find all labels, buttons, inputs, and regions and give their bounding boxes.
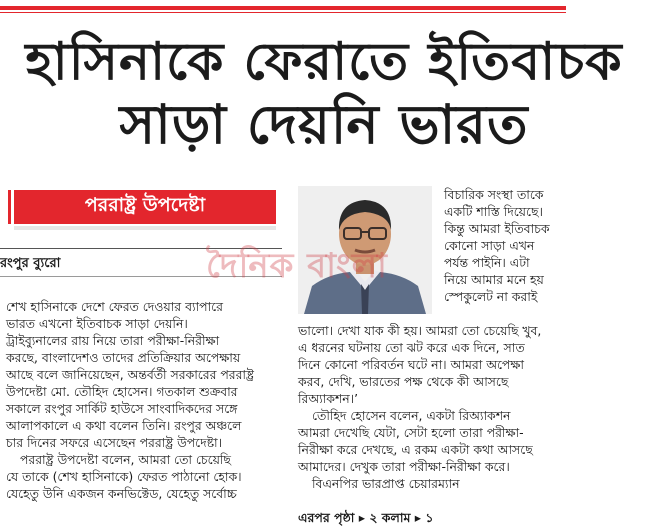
text-line: রিঅ্যাকশন।’: [298, 391, 359, 406]
headline-line-2: সাড়া দেয়নি ভারত: [119, 93, 529, 156]
kicker-label: পররাষ্ট্র উপদেষ্টা: [84, 194, 206, 216]
text-line: আছে বলে জানিয়েছেন, অন্তর্বর্তী সরকারের পররাষ্ট্র: [6, 367, 254, 382]
text-line: করব, দেখি, ভারতের পক্ষ থেকে কী আসছে: [298, 374, 509, 389]
top-rule-thin: [0, 12, 566, 13]
text-line: চার দিনের সফরে এসেছেন পররাষ্ট্র উপদেষ্টা।: [6, 435, 223, 450]
text-line: করছে, বাংলাদেশও তাদের প্রতিক্রিয়ার অপেক্ষায়: [6, 350, 241, 365]
kicker-banner: [14, 190, 276, 224]
kicker-underline: [14, 226, 276, 230]
text-line: যে তাকে (শেখ হাসিনাকে) ফেরত পাঠানো হোক।: [6, 469, 242, 484]
text-line: বিএনপির ভারপ্রাপ্ত চেয়ারম্যান: [312, 476, 460, 491]
text-line: স্পেকুলেট না করাই: [444, 289, 538, 304]
top-rule: [0, 6, 566, 10]
right-column-text: [298, 322, 566, 492]
text-line: তৌহিদ হোসেন বলেন, একটা রিঅ্যাকশন: [312, 408, 511, 423]
continuation-note: এরপর পৃষ্ঠা ▸ ২ কলাম ▸ ১: [298, 510, 434, 525]
text-line: ভারত এখনো ইতিবাচক সাড়া দেয়নি।: [6, 316, 188, 331]
text-line: পর্যন্ত পাইনি। এটা: [444, 255, 530, 270]
left-column-text: [6, 298, 278, 502]
text-line: সকালে রংপুর সার্কিট হাউসে সাংবাদিকদের সঙ্গে: [6, 401, 238, 416]
text-line: দিনে কোনো পরিবর্তন ঘটে না। আমরা অপেক্ষা: [298, 357, 524, 372]
text-line: নিয়ে আমার মনে হয়: [444, 272, 544, 287]
text-line: আমরা দেখেছি যেটা, সেটা হলো তারা পরীক্ষা-: [298, 425, 524, 440]
headline-line-1: হাসিনাকে ফেরাতে ইতিবাচক: [25, 32, 623, 92]
text-line: উপদেষ্টা মো. তৌহিদ হোসেন। গতকাল শুক্রবার: [6, 384, 238, 399]
text-line: ট্রাইব্যুনালের রায় নিয়ে তারা পরীক্ষা-নিরীক্ষা: [6, 333, 220, 348]
text-line: নিরীক্ষা করে দেখছে, এ রকম একটা কথা আসছে: [298, 442, 533, 457]
watermark-logo: দৈনিক বাংলা: [206, 246, 388, 286]
text-line: পররাষ্ট্র উপদেষ্টা বলেন, আমরা তো চেয়েছি: [20, 452, 231, 467]
text-line: কিন্তু আমরা ইতিবাচক: [444, 221, 550, 236]
text-line: কোনো সাড়া এখন: [444, 238, 535, 253]
text-line: একটি শাস্তি দিয়েছে।: [444, 204, 543, 219]
text-line: এ ধরনের ঘটনায় তো ঝট করে এক দিনে, সাত: [298, 340, 525, 355]
right-top-text: [444, 186, 566, 305]
text-line: বিচারিক সংস্থা তাকে: [444, 187, 544, 202]
text-line: শেখ হাসিনাকে দেশে ফেরত দেওয়ার ব্যাপারে: [6, 299, 223, 314]
text-line: ভালো। দেখা যাক কী হয়। আমরা তো চেয়েছি খুব,: [298, 323, 542, 338]
text-line: আলাপকালে এ কথা বলেন তিনি। রংপুর অঞ্চলে: [6, 418, 242, 433]
byline: রংপুর ব্যুরো: [0, 256, 61, 271]
text-line: যেহেতু উনি একজন কনভিক্টেড, যেহেতু সর্বোচ্চ: [6, 486, 237, 501]
text-line: আমাদের। দেখুক তারা পরীক্ষা-নিরীক্ষা করে।: [298, 459, 510, 474]
